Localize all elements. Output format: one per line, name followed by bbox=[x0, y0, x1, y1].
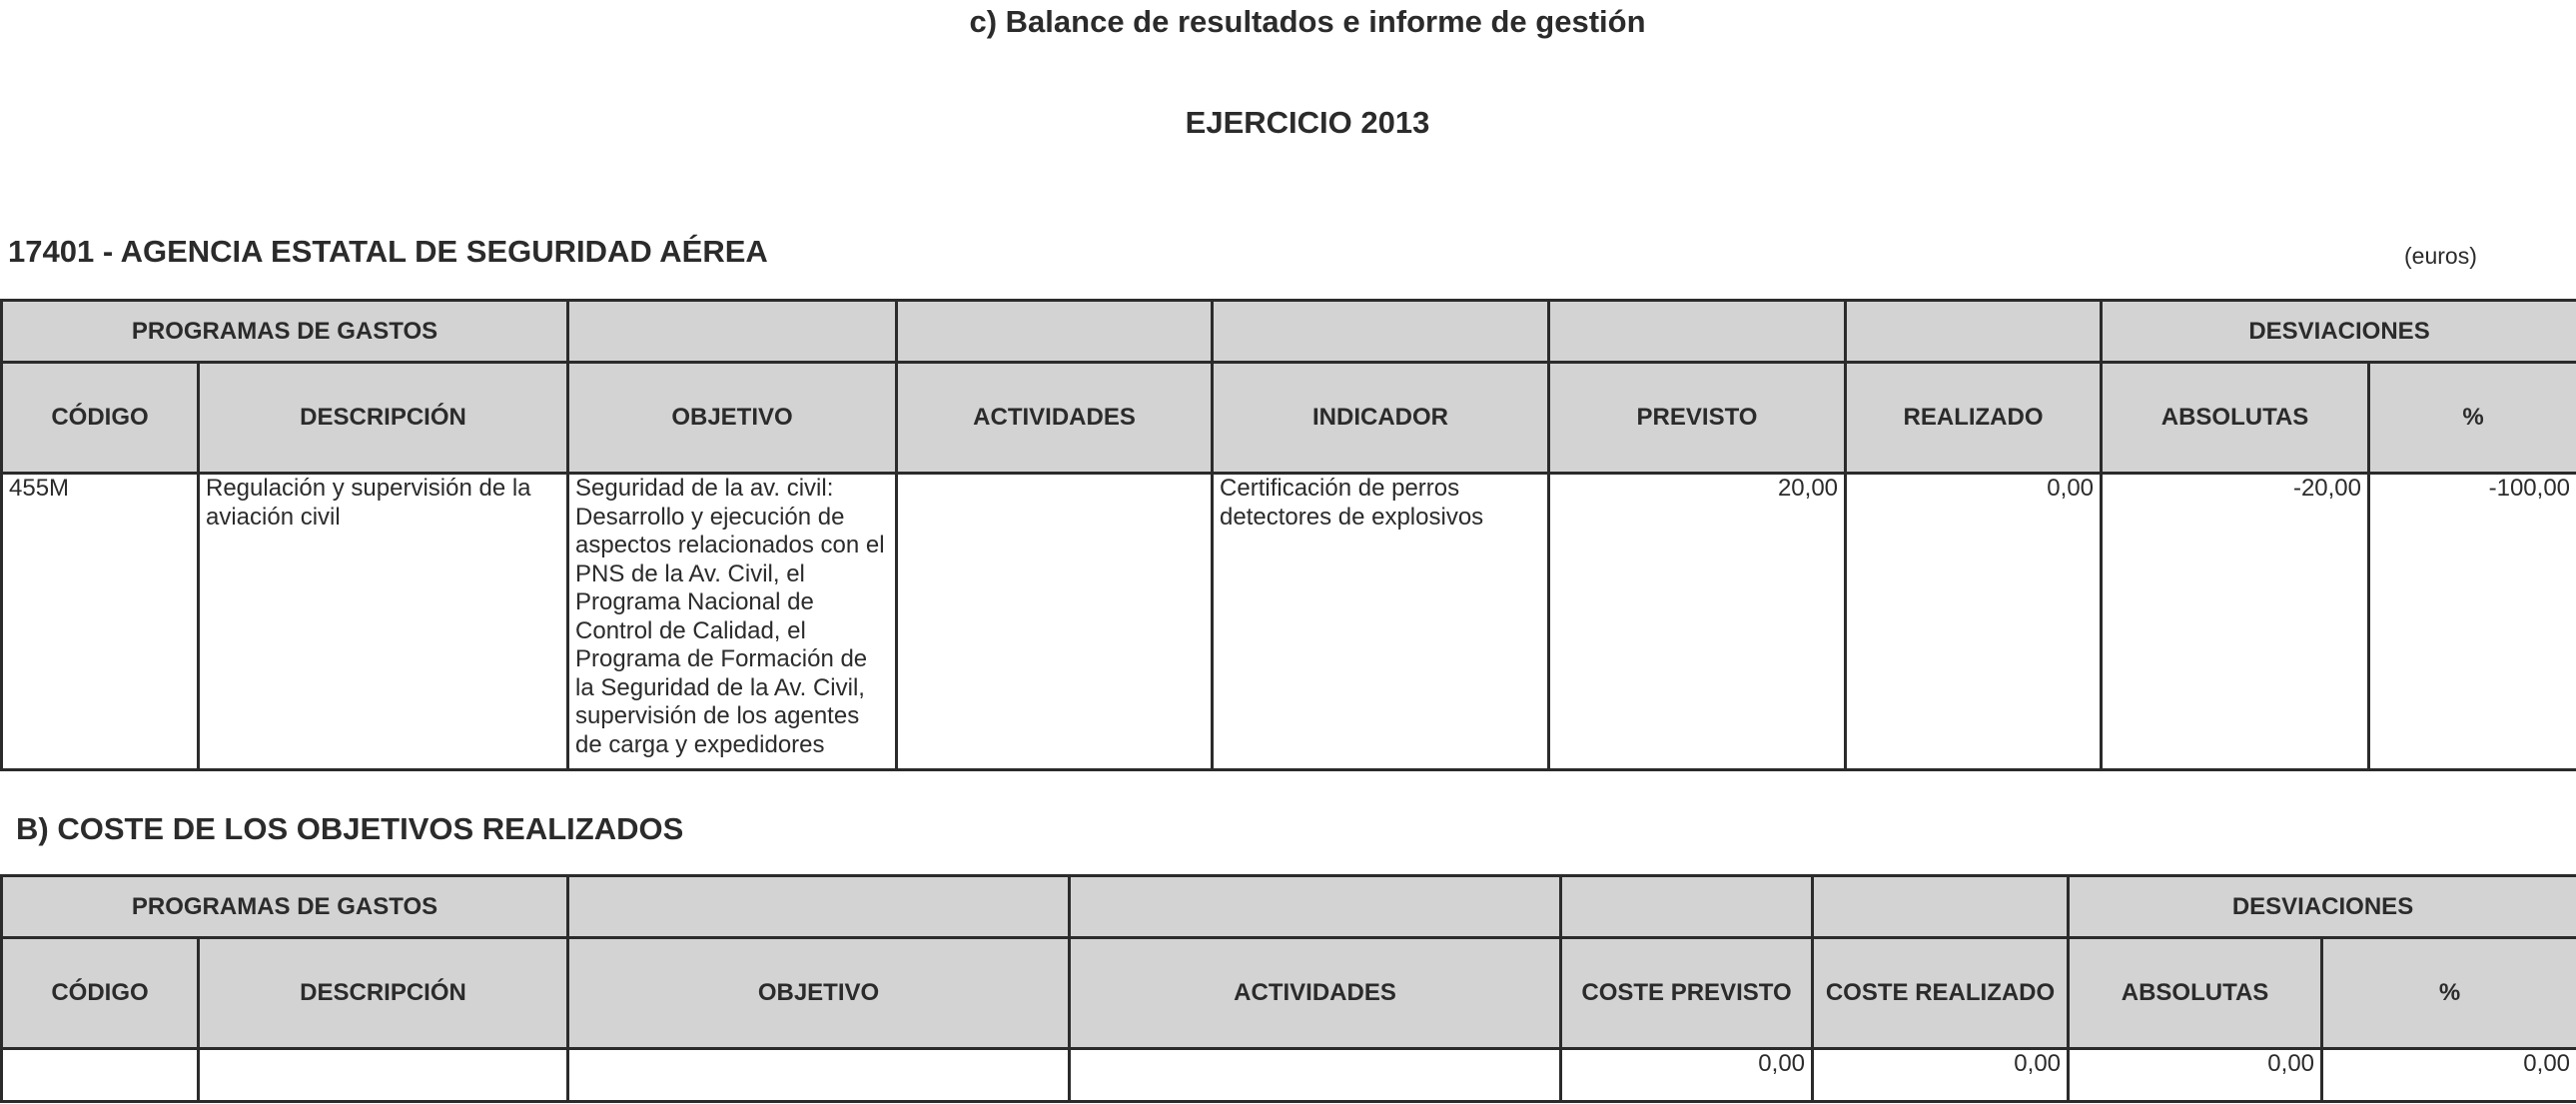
header-absolutas: ABSOLUTAS bbox=[2102, 363, 2369, 474]
header-actividades: ACTIVIDADES bbox=[1070, 938, 1561, 1049]
group-empty-header bbox=[1213, 301, 1549, 363]
header-pct: % bbox=[2322, 938, 2576, 1049]
section-b-title: B) COSTE DE LOS OBJETIVOS REALIZADOS bbox=[16, 811, 684, 846]
group-desviaciones-header: DESVIACIONES bbox=[2102, 301, 2576, 363]
header-objetivo: OBJETIVO bbox=[568, 938, 1070, 1049]
cell-coste-previsto: 0,00 bbox=[1561, 1049, 1813, 1102]
column-header-row bbox=[2, 363, 2576, 474]
cell-coste-realizado: 0,00 bbox=[1813, 1049, 2069, 1102]
cell-descripcion: Regulación y supervisión de la aviación civil bbox=[199, 474, 568, 770]
header-absolutas: ABSOLUTAS bbox=[2069, 938, 2322, 1049]
cell-objetivo bbox=[568, 1049, 1070, 1102]
cell-absolutas: 0,00 bbox=[2069, 1049, 2322, 1102]
group-desviaciones-header: DESVIACIONES bbox=[2069, 876, 2576, 938]
cell-descripcion bbox=[199, 1049, 568, 1102]
group-empty-header bbox=[1549, 301, 1846, 363]
group-empty-header bbox=[1813, 876, 2069, 938]
group-empty-header bbox=[1846, 301, 2102, 363]
group-programas-header: PROGRAMAS DE GASTOS bbox=[2, 301, 568, 363]
table-row bbox=[2, 474, 2576, 770]
header-previsto: PREVISTO bbox=[1549, 363, 1846, 474]
header-descripcion: DESCRIPCIÓN bbox=[199, 938, 568, 1049]
cell-realizado: 0,00 bbox=[1846, 474, 2102, 770]
header-realizado: REALIZADO bbox=[1846, 363, 2102, 474]
currency-units-label: (euros) bbox=[2404, 243, 2477, 269]
cell-codigo: 455M bbox=[2, 474, 199, 770]
page-title: c) Balance de resultados e informe de gestión bbox=[969, 4, 1646, 39]
group-header-row bbox=[2, 876, 2576, 938]
results-table bbox=[0, 299, 2576, 771]
group-empty-header bbox=[568, 876, 1070, 938]
header-codigo: CÓDIGO bbox=[2, 938, 199, 1049]
group-empty-header bbox=[897, 301, 1213, 363]
table-row bbox=[2, 1049, 2576, 1102]
group-programas-header: PROGRAMAS DE GASTOS bbox=[2, 876, 568, 938]
group-empty-header bbox=[1070, 876, 1561, 938]
cost-table bbox=[0, 874, 2576, 1103]
header-descripcion: DESCRIPCIÓN bbox=[199, 363, 568, 474]
cell-objetivo: Seguridad de la av. civil: Desarrollo y ejecución de aspectos relacionados con el PNS de la Av. Civil, el Programa Nacional de Control de Calidad, el Programa de Formación de la Seguridad de la Av. Civil, supervisión de los agentes de carga y expedidores bbox=[568, 474, 897, 770]
group-empty-header bbox=[1561, 876, 1813, 938]
cell-actividades bbox=[1070, 1049, 1561, 1102]
column-header-row bbox=[2, 938, 2576, 1049]
fiscal-year-title: EJERCICIO 2013 bbox=[1185, 105, 1430, 140]
cell-absolutas: -20,00 bbox=[2102, 474, 2369, 770]
cell-actividades bbox=[897, 474, 1213, 770]
cell-pct: 0,00 bbox=[2322, 1049, 2576, 1102]
header-pct: % bbox=[2369, 363, 2576, 474]
header-actividades: ACTIVIDADES bbox=[897, 363, 1213, 474]
header-objetivo: OBJETIVO bbox=[568, 363, 897, 474]
header-indicador: INDICADOR bbox=[1213, 363, 1549, 474]
group-empty-header bbox=[568, 301, 897, 363]
cell-previsto: 20,00 bbox=[1549, 474, 1846, 770]
cell-codigo bbox=[2, 1049, 199, 1102]
header-coste-previsto: COSTE PREVISTO bbox=[1561, 938, 1813, 1049]
entity-title: 17401 - AGENCIA ESTATAL DE SEGURIDAD AÉREA bbox=[8, 234, 768, 269]
header-codigo: CÓDIGO bbox=[2, 363, 199, 474]
cell-pct: -100,00 bbox=[2369, 474, 2576, 770]
group-header-row bbox=[2, 301, 2576, 363]
header-coste-realizado: COSTE REALIZADO bbox=[1813, 938, 2069, 1049]
cell-indicador: Certificación de perros detectores de explosivos bbox=[1213, 474, 1549, 770]
